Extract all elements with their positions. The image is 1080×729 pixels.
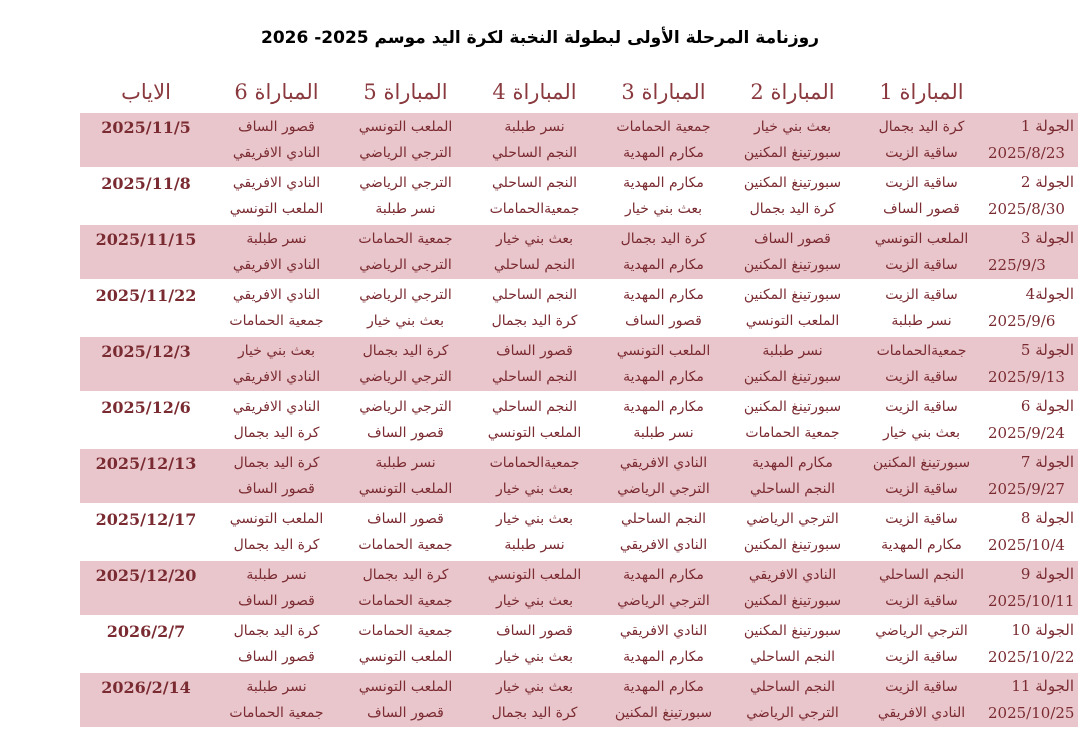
home-team: ساقية الزيت <box>885 679 958 695</box>
match-cell <box>470 280 599 336</box>
away-team: الملعب التونسي <box>229 201 324 217</box>
round-date: 2025/9/24 <box>988 424 1065 442</box>
match-cell <box>728 168 857 224</box>
away-team: ساقية الزيت <box>885 649 958 665</box>
match-cell <box>599 113 728 168</box>
match-cell <box>599 168 728 224</box>
away-team: سبورتينغ المكنين <box>743 257 842 273</box>
round-date: 2025/9/6 <box>988 312 1056 330</box>
round-row <box>80 616 1078 672</box>
away-team: ساقية الزيت <box>885 145 958 161</box>
away-team: قصور الساف <box>625 313 702 329</box>
away-team: نسر طبلبة <box>375 201 436 217</box>
match-cell <box>470 392 599 448</box>
round-cell <box>986 560 1078 616</box>
return-date: 2025/11/22 <box>80 280 212 336</box>
return-date: 2025/12/3 <box>80 336 212 392</box>
header-spacer <box>986 80 1078 112</box>
home-team: الملعب التونسي <box>874 231 969 247</box>
away-team: قصور الساف <box>367 705 444 721</box>
match-cell <box>857 504 986 560</box>
match-cell <box>341 224 470 280</box>
away-team: ساقية الزيت <box>885 481 958 497</box>
round-row <box>80 280 1078 336</box>
match-cell <box>341 336 470 392</box>
header-match-2: المباراة 2 <box>750 80 835 104</box>
away-team: جمعية الحمامات <box>229 705 324 721</box>
match-cell <box>857 392 986 448</box>
away-team: النادي الافريقي <box>877 705 966 721</box>
away-team: النجم الساحلي <box>749 649 836 665</box>
round-label: الجولة 8 <box>1020 509 1074 527</box>
away-team: الملعب التونسي <box>487 425 582 441</box>
round-row <box>80 224 1078 280</box>
home-team: بعث بني خيار <box>754 119 831 135</box>
away-team: الترجي الرياضي <box>359 145 452 161</box>
away-team: سبورتينغ المكنين <box>743 537 842 553</box>
return-date: 2026/2/14 <box>80 672 212 728</box>
match-cell <box>470 448 599 504</box>
away-team: كرة اليد بجمال <box>233 425 320 441</box>
away-team: بعث بني خيار <box>496 481 573 497</box>
home-team: الترجي الرياضي <box>875 623 968 639</box>
away-team: سبورتينغ المكنين <box>614 705 713 721</box>
match-cell <box>212 448 341 504</box>
match-cell <box>341 113 470 168</box>
away-team: الترجي الرياضي <box>746 705 839 721</box>
round-label: الجولة 1 <box>1020 117 1074 135</box>
round-row <box>80 168 1078 224</box>
round-label: الجولة 2 <box>1020 173 1074 191</box>
match-cell <box>728 224 857 280</box>
away-team: ساقية الزيت <box>885 369 958 385</box>
round-row <box>80 392 1078 448</box>
round-label: الجولة 5 <box>1020 341 1074 359</box>
away-team: نسر طبلبة <box>891 313 952 329</box>
home-team: الترجي الرياضي <box>359 175 452 191</box>
match-cell <box>212 280 341 336</box>
match-cell <box>728 392 857 448</box>
match-cell <box>857 672 986 728</box>
return-date: 2025/11/8 <box>80 168 212 224</box>
round-cell <box>986 504 1078 560</box>
home-team: الترجي الرياضي <box>746 511 839 527</box>
match-cell <box>470 504 599 560</box>
match-cell <box>470 336 599 392</box>
away-team: كرة اليد بجمال <box>749 201 836 217</box>
round-cell <box>986 392 1078 448</box>
away-team: جمعية الحمامات <box>358 593 453 609</box>
home-team: بعث بني خيار <box>496 231 573 247</box>
home-team: كرة اليد بجمال <box>362 343 449 359</box>
round-cell <box>986 672 1078 728</box>
home-team: بعث بني خيار <box>496 511 573 527</box>
home-team: مكارم المهدية <box>623 399 704 415</box>
match-cell <box>599 672 728 728</box>
home-team: مكارم المهدية <box>752 455 833 471</box>
home-team: سبورتينغ المكنين <box>743 287 842 303</box>
header-match-5: المباراة 5 <box>363 80 448 104</box>
match-cell <box>599 448 728 504</box>
match-cell <box>212 113 341 168</box>
round-label: الجولة 3 <box>1020 229 1074 247</box>
home-team: كرة اليد بجمال <box>620 231 707 247</box>
match-cell <box>470 616 599 672</box>
away-team: سبورتينغ المكنين <box>743 369 842 385</box>
home-team: جمعيةالحمامات <box>489 455 580 471</box>
return-date: 2025/12/13 <box>80 448 212 504</box>
away-team: كرة اليد بجمال <box>491 705 578 721</box>
home-team: قصور الساف <box>496 623 573 639</box>
round-row <box>80 504 1078 560</box>
match-cell <box>728 336 857 392</box>
match-cell <box>857 336 986 392</box>
home-team: نسر طبلبة <box>504 119 565 135</box>
home-team: جمعية الحمامات <box>358 623 453 639</box>
home-team: نسر طبلبة <box>762 343 823 359</box>
round-label: الجولة 7 <box>1020 453 1074 471</box>
return-date: 2025/11/5 <box>80 113 212 168</box>
home-team: نسر طبلبة <box>375 455 436 471</box>
home-team: الترجي الرياضي <box>359 399 452 415</box>
away-team: ساقية الزيت <box>885 257 958 273</box>
round-cell <box>986 113 1078 168</box>
home-team: ساقية الزيت <box>885 399 958 415</box>
home-team: قصور الساف <box>367 511 444 527</box>
round-label: الجولة 6 <box>1020 397 1074 415</box>
round-date: 2025/8/30 <box>988 200 1065 218</box>
away-team: النجم الساحلي <box>749 481 836 497</box>
home-team: الملعب التونسي <box>616 343 711 359</box>
home-team: الملعب التونسي <box>358 119 453 135</box>
return-date: 2025/11/15 <box>80 224 212 280</box>
home-team: كرة اليد بجمال <box>233 455 320 471</box>
column-headers <box>80 80 1078 112</box>
away-team: بعث بني خيار <box>496 649 573 665</box>
home-team: سبورتينغ المكنين <box>743 623 842 639</box>
match-cell <box>341 280 470 336</box>
round-date: 2025/10/22 <box>988 648 1075 666</box>
home-team: سبورتينغ المكنين <box>743 175 842 191</box>
home-team: قصور الساف <box>496 343 573 359</box>
away-team: الترجي الرياضي <box>359 369 452 385</box>
match-cell <box>728 672 857 728</box>
round-date: 2025/9/13 <box>988 368 1065 386</box>
match-cell <box>599 504 728 560</box>
match-cell <box>212 672 341 728</box>
round-row <box>80 560 1078 616</box>
away-team: قصور الساف <box>883 201 960 217</box>
home-team: بعث بني خيار <box>238 343 315 359</box>
home-team: ساقية الزيت <box>885 511 958 527</box>
home-team: جمعية الحمامات <box>616 119 711 135</box>
round-row <box>80 336 1078 392</box>
away-team: النادي الافريقي <box>232 369 321 385</box>
match-cell <box>341 448 470 504</box>
home-team: النادي الافريقي <box>619 455 708 471</box>
return-date: 2025/12/17 <box>80 504 212 560</box>
home-team: النجم الساحلي <box>491 399 578 415</box>
round-cell <box>986 168 1078 224</box>
away-team: سبورتينغ المكنين <box>743 145 842 161</box>
away-team: الترجي الرياضي <box>617 481 710 497</box>
match-cell <box>212 336 341 392</box>
away-team: سبورتينغ المكنين <box>743 593 842 609</box>
return-date: 2025/12/20 <box>80 560 212 616</box>
match-cell <box>857 224 986 280</box>
home-team: النادي الافريقي <box>232 175 321 191</box>
header-match-4: المباراة 4 <box>492 80 577 104</box>
away-team: مكارم المهدية <box>623 369 704 385</box>
match-cell <box>728 280 857 336</box>
round-label: الجولة4 <box>1025 285 1074 303</box>
away-team: النادي الافريقي <box>232 145 321 161</box>
home-team: النجم الساحلي <box>491 287 578 303</box>
match-cell <box>470 168 599 224</box>
away-team: النجم الساحلي <box>491 369 578 385</box>
home-team: سبورتينغ المكنين <box>872 455 971 471</box>
home-team: الملعب التونسي <box>358 679 453 695</box>
round-date: 2025/8/23 <box>988 144 1065 162</box>
match-cell <box>212 560 341 616</box>
header-match-1: المباراة 1 <box>879 80 964 104</box>
round-date: 2025/9/27 <box>988 480 1065 498</box>
away-team: النادي الافريقي <box>232 257 321 273</box>
away-team: الترجي الرياضي <box>617 593 710 609</box>
return-date: 2026/2/7 <box>80 616 212 672</box>
away-team: الملعب التونسي <box>745 313 840 329</box>
home-team: جمعيةالحمامات <box>876 343 967 359</box>
header-match-3: المباراة 3 <box>621 80 706 104</box>
home-team: النجم الساحلي <box>749 679 836 695</box>
home-team: كرة اليد بجمال <box>878 119 965 135</box>
match-cell <box>212 224 341 280</box>
home-team: النجم الساحلي <box>491 175 578 191</box>
match-cell <box>470 560 599 616</box>
home-team: النادي الافريقي <box>748 567 837 583</box>
away-team: بعث بني خيار <box>625 201 702 217</box>
home-team: الملعب التونسي <box>229 511 324 527</box>
round-label: الجولة 11 <box>1011 677 1074 695</box>
match-cell <box>857 560 986 616</box>
home-team: مكارم المهدية <box>623 175 704 191</box>
away-team: كرة اليد بجمال <box>491 313 578 329</box>
away-team: مكارم المهدية <box>623 145 704 161</box>
round-label: الجولة 10 <box>1011 621 1074 639</box>
home-team: بعث بني خيار <box>496 679 573 695</box>
match-cell <box>599 560 728 616</box>
match-cell <box>857 168 986 224</box>
home-team: الملعب التونسي <box>487 567 582 583</box>
away-team: نسر طبلبة <box>633 425 694 441</box>
round-date: 2025/10/11 <box>988 592 1075 610</box>
away-team: جمعية الحمامات <box>358 537 453 553</box>
round-row <box>80 113 1078 168</box>
home-team: النادي الافريقي <box>232 287 321 303</box>
schedule-table <box>80 113 1078 729</box>
match-cell <box>341 504 470 560</box>
match-cell <box>599 280 728 336</box>
round-row <box>80 672 1078 728</box>
home-team: كرة اليد بجمال <box>233 623 320 639</box>
match-cell <box>599 336 728 392</box>
home-team: نسر طبلبة <box>246 231 307 247</box>
away-team: نسر طبلبة <box>504 537 565 553</box>
away-team: الترجي الرياضي <box>359 257 452 273</box>
page-title: روزنامة المرحلة الأولى لبطولة النخبة لكرة اليد موسم 2025- 2026 <box>260 28 820 48</box>
match-cell <box>728 560 857 616</box>
away-team: قصور الساف <box>238 649 315 665</box>
home-team: النادي الافريقي <box>619 623 708 639</box>
match-cell <box>212 392 341 448</box>
home-team: ساقية الزيت <box>885 175 958 191</box>
round-date: 225/9/3 <box>988 256 1046 274</box>
round-label: الجولة 9 <box>1020 565 1074 583</box>
away-team: مكارم المهدية <box>623 649 704 665</box>
match-cell <box>857 616 986 672</box>
round-row <box>80 448 1078 504</box>
home-team: جمعية الحمامات <box>358 231 453 247</box>
away-team: بعث بني خيار <box>883 425 960 441</box>
round-cell <box>986 224 1078 280</box>
match-cell <box>341 616 470 672</box>
match-cell <box>341 672 470 728</box>
round-cell <box>986 280 1078 336</box>
away-team: الملعب التونسي <box>358 481 453 497</box>
away-team: كرة اليد بجمال <box>233 537 320 553</box>
away-team: جمعيةالحمامات <box>489 201 580 217</box>
match-cell <box>728 448 857 504</box>
home-team: قصور الساف <box>238 119 315 135</box>
match-cell <box>728 504 857 560</box>
match-cell <box>212 616 341 672</box>
round-date: 2025/10/25 <box>988 704 1075 722</box>
home-team: سبورتينغ المكنين <box>743 399 842 415</box>
match-cell <box>341 560 470 616</box>
away-team: الملعب التونسي <box>358 649 453 665</box>
home-team: مكارم المهدية <box>623 567 704 583</box>
away-team: قصور الساف <box>238 481 315 497</box>
match-cell <box>212 168 341 224</box>
match-cell <box>470 113 599 168</box>
home-team: مكارم المهدية <box>623 679 704 695</box>
away-team: جمعية الحمامات <box>229 313 324 329</box>
away-team: قصور الساف <box>367 425 444 441</box>
round-date: 2025/10/4 <box>988 536 1065 554</box>
match-cell <box>341 168 470 224</box>
away-team: النجم الساحلي <box>491 145 578 161</box>
away-team: قصور الساف <box>238 593 315 609</box>
away-team: ساقية الزيت <box>885 593 958 609</box>
match-cell <box>470 224 599 280</box>
match-cell <box>857 448 986 504</box>
away-team: مكارم المهدية <box>623 257 704 273</box>
match-cell <box>599 616 728 672</box>
home-team: مكارم المهدية <box>623 287 704 303</box>
away-team: بعث بني خيار <box>367 313 444 329</box>
home-team: النادي الافريقي <box>232 399 321 415</box>
away-team: بعث بني خيار <box>496 593 573 609</box>
home-team: نسر طبلبة <box>246 679 307 695</box>
match-cell <box>599 392 728 448</box>
home-team: النجم الساحلي <box>878 567 965 583</box>
home-team: قصور الساف <box>754 231 831 247</box>
match-cell <box>728 616 857 672</box>
away-team: النادي الافريقي <box>619 537 708 553</box>
match-cell <box>857 280 986 336</box>
away-team: مكارم المهدية <box>881 537 962 553</box>
match-cell <box>728 113 857 168</box>
away-team: النجم لساحلي <box>493 257 576 273</box>
round-cell <box>986 448 1078 504</box>
home-team: النجم الساحلي <box>620 511 707 527</box>
header-return: الاياب <box>121 80 171 104</box>
return-date: 2025/12/6 <box>80 392 212 448</box>
round-cell <box>986 336 1078 392</box>
home-team: نسر طبلبة <box>246 567 307 583</box>
match-cell <box>341 392 470 448</box>
match-cell <box>212 504 341 560</box>
match-cell <box>857 113 986 168</box>
header-match-6: المباراة 6 <box>234 80 319 104</box>
away-team: جمعية الحمامات <box>745 425 840 441</box>
match-cell <box>599 224 728 280</box>
home-team: الترجي الرياضي <box>359 287 452 303</box>
round-cell <box>986 616 1078 672</box>
home-team: ساقية الزيت <box>885 287 958 303</box>
home-team: كرة اليد بجمال <box>362 567 449 583</box>
match-cell <box>470 672 599 728</box>
